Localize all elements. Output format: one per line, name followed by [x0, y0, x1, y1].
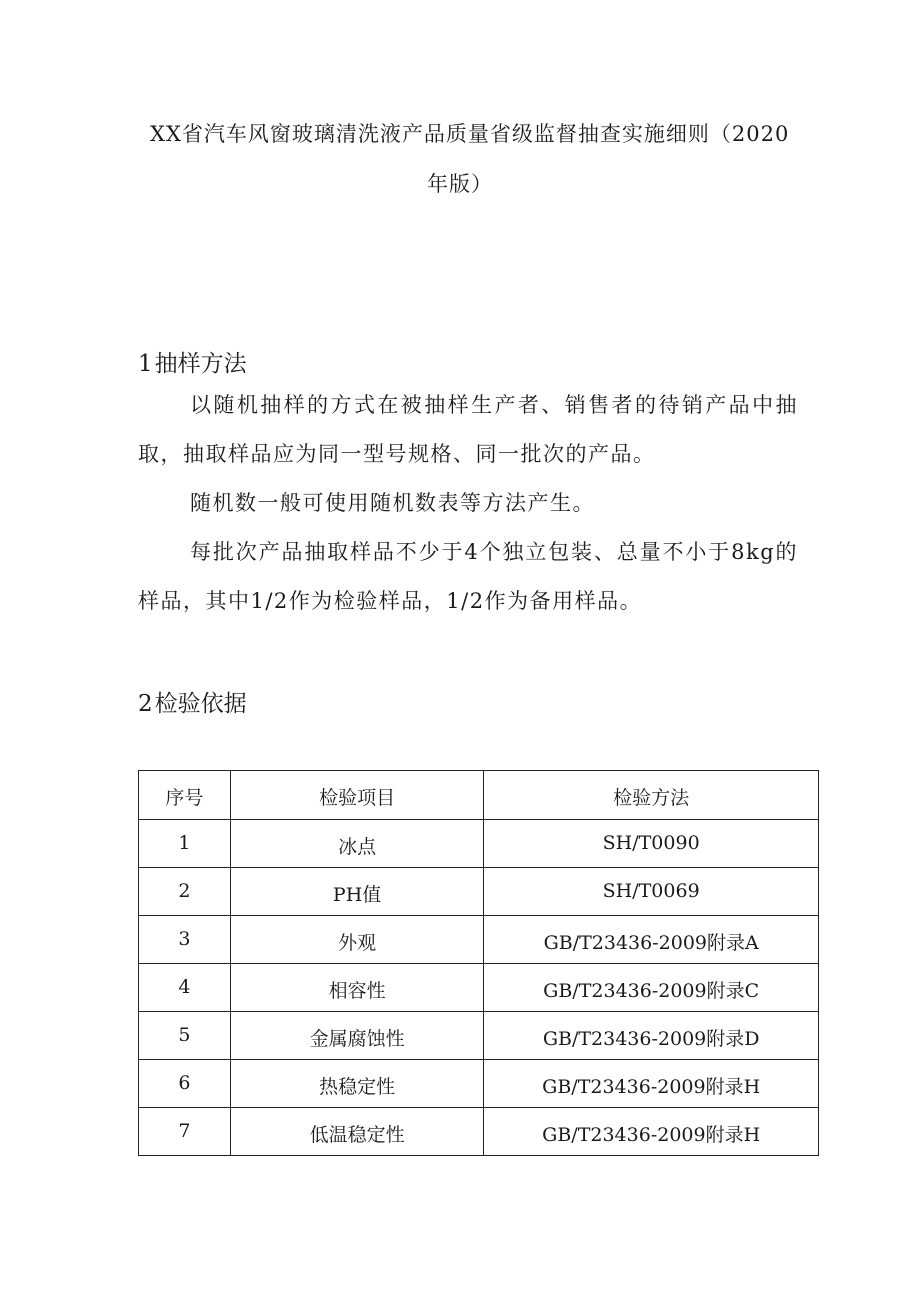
cell-inspection-item: 冰点 — [230, 820, 483, 868]
cell-inspection-method: SH/T0090 — [484, 820, 819, 868]
cell-inspection-item: 金属腐蚀性 — [230, 1012, 483, 1060]
cell-inspection-method: SH/T0069 — [484, 868, 819, 916]
cell-inspection-method: GB/T23436-2009附录C — [484, 964, 819, 1012]
section-1-heading — [138, 345, 247, 378]
cell-serial-number: 2 — [139, 868, 231, 916]
cell-inspection-item: 相容性 — [230, 964, 483, 1012]
section-1-paragraph-1: 以随机抽样的方式在被抽样生产者、销售者的待销产品中抽取，抽取样品应为同一型号规格、同一批次的产品。 — [138, 393, 798, 466]
cell-serial-number: 3 — [139, 916, 231, 964]
cell-serial-number: 1 — [139, 820, 231, 868]
section-1-number: 1 — [138, 351, 153, 377]
table-header-row — [139, 771, 819, 820]
table-row — [139, 916, 819, 964]
cell-serial-number: 7 — [139, 1108, 231, 1156]
section-1-paragraph-3: 每批次产品抽取样品不少于4个独立包装、总量不小于8kg的样品，其中1/2作为检验样品，1/2作为备用样品。 — [138, 540, 798, 613]
cell-inspection-item: 热稳定性 — [230, 1060, 483, 1108]
document-title-line-2: 年版） — [427, 172, 493, 196]
cell-inspection-item: PH值 — [230, 868, 483, 916]
table-row — [139, 868, 819, 916]
table-row — [139, 964, 819, 1012]
section-2-heading — [138, 685, 247, 718]
inspection-table — [138, 770, 819, 1156]
table-row — [139, 820, 819, 868]
document-title-line-1: XX省汽车风窗玻璃清洗液产品质量省级监督抽查实施细则（2020 — [150, 122, 790, 146]
cell-serial-number: 5 — [139, 1012, 231, 1060]
cell-serial-number: 6 — [139, 1060, 231, 1108]
cell-inspection-method: GB/T23436-2009附录H — [484, 1108, 819, 1156]
cell-inspection-item: 低温稳定性 — [230, 1108, 483, 1156]
cell-inspection-method: GB/T23436-2009附录H — [484, 1060, 819, 1108]
table-row — [139, 1060, 819, 1108]
section-2-number: 2 — [138, 691, 153, 717]
header-inspection-method: 检验方法 — [484, 771, 819, 820]
table-row — [139, 1012, 819, 1060]
section-2-title: 检验依据 — [154, 691, 247, 717]
cell-serial-number: 4 — [139, 964, 231, 1012]
section-1-paragraph-2: 随机数一般可使用随机数表等方法产生。 — [190, 491, 595, 515]
header-inspection-item: 检验项目 — [230, 771, 483, 820]
section-1-title: 抽样方法 — [154, 351, 247, 377]
cell-inspection-item: 外观 — [230, 916, 483, 964]
cell-inspection-method: GB/T23436-2009附录D — [484, 1012, 819, 1060]
header-serial-number: 序号 — [139, 771, 231, 820]
cell-inspection-method: GB/T23436-2009附录A — [484, 916, 819, 964]
table-row — [139, 1108, 819, 1156]
